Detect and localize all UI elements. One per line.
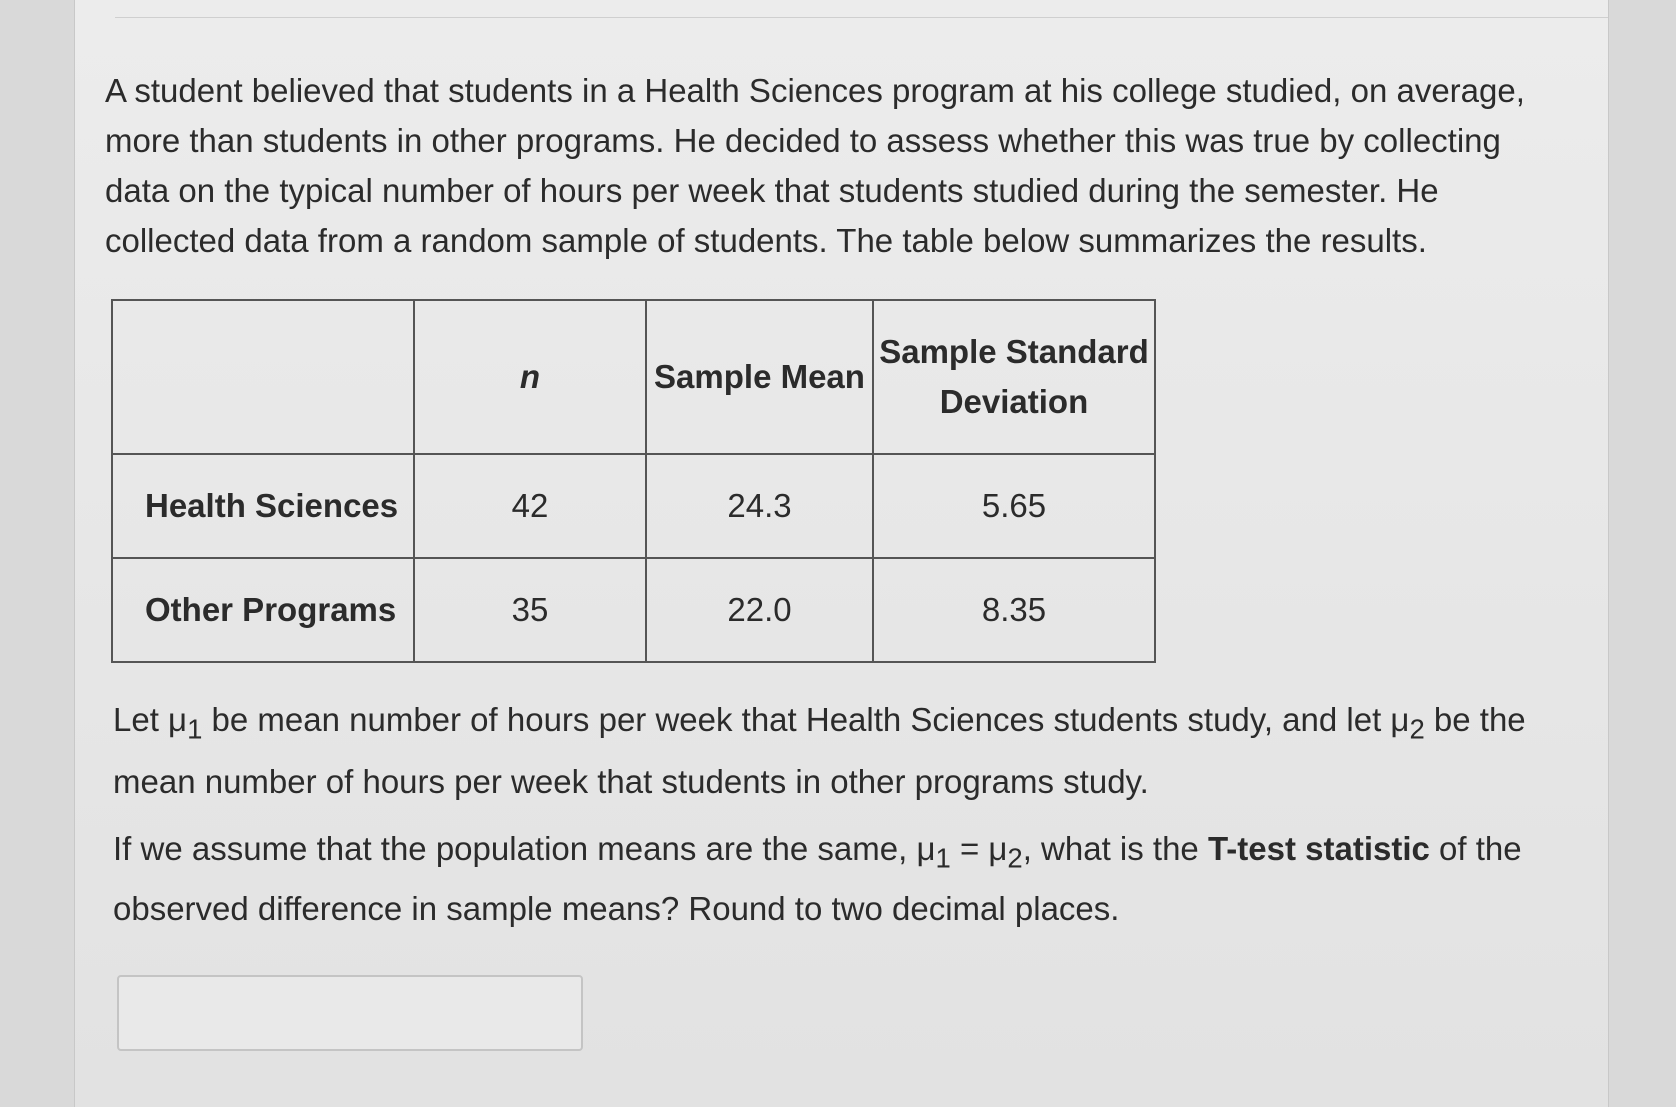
text: of the observed difference in sample means? Round to two decimal places. — [113, 830, 1522, 927]
header-blank — [112, 300, 414, 454]
header-sample-sd: Sample Standard Deviation — [873, 300, 1155, 454]
table-row-other-programs — [112, 558, 1155, 662]
text: be the mean number of hours per week that students in other programs study. — [113, 701, 1526, 800]
question-panel — [74, 0, 1609, 1107]
mu-definition — [113, 694, 1553, 808]
header-n: n — [414, 300, 646, 454]
table-row-health-sciences — [112, 454, 1155, 558]
text: Let μ — [113, 701, 188, 738]
header-sample-mean: Sample Mean — [646, 300, 873, 454]
subscript: 1 — [935, 842, 951, 874]
row-label: Other Programs — [112, 558, 414, 662]
row-label: Health Sciences — [112, 454, 414, 558]
subscript: 2 — [1409, 713, 1425, 745]
table-header-row — [112, 300, 1155, 454]
cell-sd: 5.65 — [873, 454, 1155, 558]
text: = μ — [950, 830, 1008, 867]
text: , what is the — [1022, 830, 1208, 867]
text: be mean number of hours per week that Health Sciences students study, and let μ — [202, 701, 1410, 738]
cell-sd: 8.35 — [873, 558, 1155, 662]
cell-mean: 24.3 — [646, 454, 873, 558]
emphasis: T-test statistic — [1207, 830, 1430, 867]
cell-mean: 22.0 — [646, 558, 873, 662]
text: If we assume that the population means are the same, μ — [113, 830, 936, 867]
divider — [115, 17, 1608, 18]
problem-intro: A student believed that students in a Health Sciences program at his college studied, on average, more than students in other programs. He decided to assess whether this was true by collecting data on the typical number of hours per week that students studied during the semester. He collected data from a random sample of students. The table below summarizes the results. — [105, 72, 1525, 259]
subscript: 1 — [187, 713, 203, 745]
cell-n: 35 — [414, 558, 646, 662]
question-text — [113, 824, 1553, 934]
answer-input[interactable] — [117, 975, 583, 1051]
subscript: 2 — [1007, 842, 1023, 874]
cell-n: 42 — [414, 454, 646, 558]
summary-table — [111, 299, 1156, 663]
